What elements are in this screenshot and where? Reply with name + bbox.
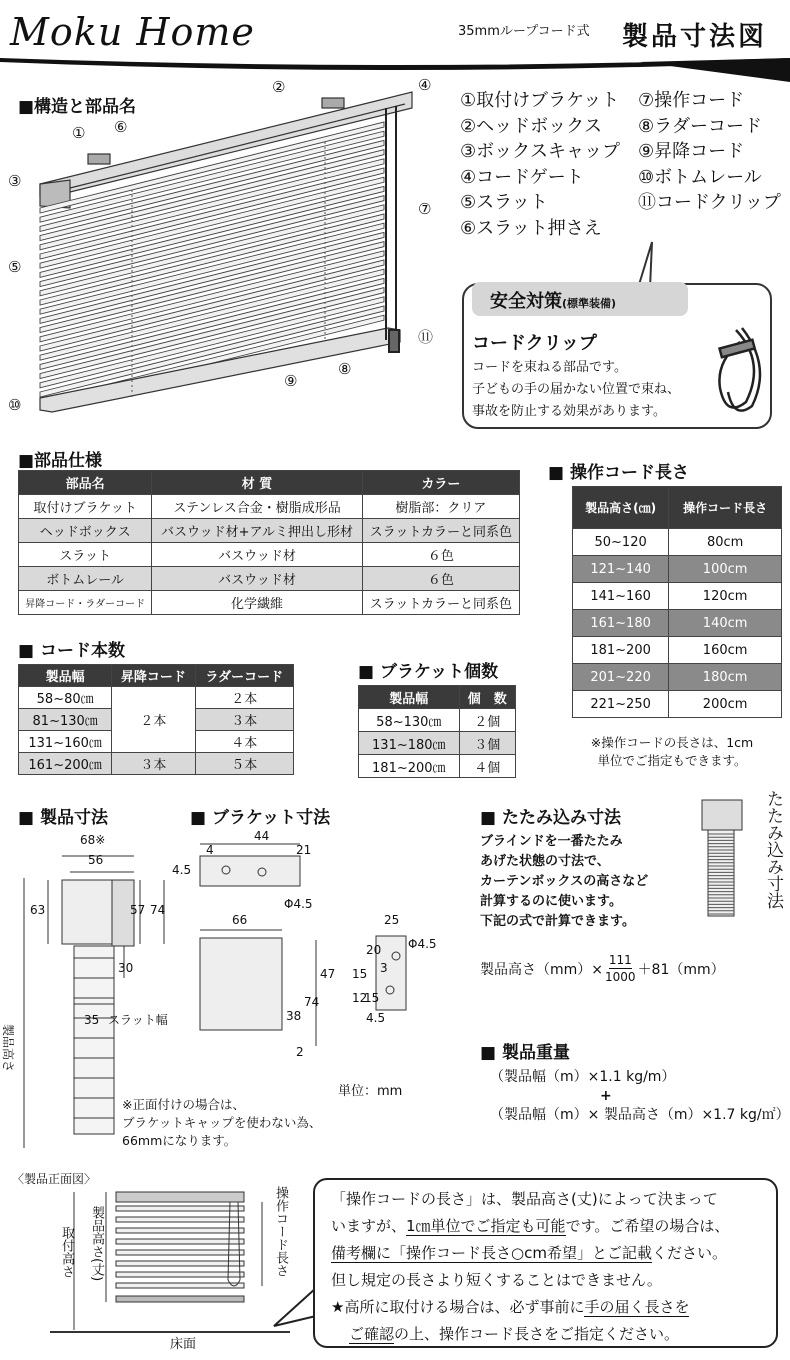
slat [116,1217,244,1222]
table-row: スラット バスウッド材 ６色 [19,543,520,567]
folded-formula: 製品高さ（mm）× $\frac{111}{1000}$ ＋81（mm） [480,953,725,984]
part-item: ⑥スラット押さえ [460,217,602,239]
part-item: ⑪コードクリップ [638,192,781,213]
cord-clip-icon [706,322,776,422]
svg-text:74: 74 [150,903,166,917]
slat [116,1228,244,1233]
svg-text:15: 15 [352,967,368,981]
folded-text: ブラインドを一番たたみ あげた状態の寸法で、 カーテンボックスの高さなど 計算するのに使います。 下記の式で計算できます。 [480,834,649,929]
svg-text:56: 56 [88,853,104,867]
svg-text:44: 44 [254,829,270,843]
svg-text:15: 15 [364,991,380,1005]
part-item: ⑧ラダーコード [638,115,762,137]
part-item: ⑨昇降コード [638,141,745,162]
svg-text:スラット幅: スラット幅 [108,1013,168,1027]
blind-structure-diagram [0,76,440,414]
slat [116,1261,244,1266]
parts-list-left [460,88,620,241]
callout-5: ⑤ [8,258,22,276]
svg-text:74: 74 [304,995,320,1009]
callout-3: ③ [8,172,22,190]
svg-text:製品高さ: 製品高さ [1,1024,15,1073]
svg-text:66: 66 [232,913,248,927]
table-row: ヘッドボックス バスウッド材+アルミ押出し形材 スラットカラーと同系色 [19,519,520,543]
table-row: 取付けブラケット ステンレス合金・樹脂成形品 樹脂部：クリア [19,495,520,519]
table-row: 昇降コード・ラダーコード 化学繊維 スラットカラーと同系色 [19,591,520,615]
callout-8: ⑧ [338,360,352,378]
part-item: ②ヘッドボックス [460,115,602,137]
part-item: ⑤スラット [460,192,548,213]
slat [116,1272,244,1277]
svg-text:30: 30 [118,961,134,975]
callout-1: ① [72,124,86,142]
bracket-count-heading: ■ ブラケット個数 [358,662,499,682]
svg-text:20: 20 [366,943,382,957]
svg-text:Φ4.5: Φ4.5 [284,897,313,911]
product-subtype: 35mmループコード式 [458,24,590,39]
cord-length-notice: 「操作コードの長さ」は、製品高さ(丈)によって決まって いますが、1㎝単位でご指定も可能です。ご希望の場合は、 備考欄に「操作コード長さ○cm希望」とご記載ください。 但し規定の長さより短くすることはできません。 ★高所に取付ける場合は、必ず事前に手の届く長さを ご確認の上、操作コード長さをご指定ください。 [313,1178,778,1348]
part-item: ⑦操作コード [638,90,745,111]
bracket-dims-diagram [170,826,437,1066]
table-row: ボトムレール バスウッド材 ６色 [19,567,520,591]
safety-tag: 安全対策(標準装備) [472,282,688,316]
front-view-heading: 〈製品正面図〉 [12,1172,97,1186]
cord-count-table: 製品幅 昇降コード ラダーコード 58~80㎝ ２本 ２本 81~130㎝ ３本 131~160㎝ ４本 161~200㎝ ３本 ５本 [18,664,294,775]
callout-6: ⑥ [114,118,128,136]
svg-text:4.5: 4.5 [366,1011,386,1025]
svg-text:25: 25 [384,913,400,927]
callout-2: ② [272,78,286,96]
part-item: ①取付けブラケット [460,90,620,111]
structure-heading: ■構造と部品名 [18,97,137,117]
callout-4: ④ [418,76,432,94]
parts-list-right [638,88,781,216]
svg-text:床面: 床面 [170,1337,197,1352]
header-underline [0,0,790,90]
folded-heading: ■ たたみ込み寸法 [480,808,621,828]
svg-text:21: 21 [296,843,312,857]
svg-text:4: 4 [206,843,214,857]
page-title: 製品寸法図 [622,22,768,52]
svg-text:63: 63 [30,903,46,917]
slat [116,1206,244,1211]
cord-count-heading: ■ コード本数 [18,641,125,661]
install-height-label: 取付高さ [59,1226,74,1278]
spec-heading: ■部品仕様 [18,451,103,471]
cord-length-note: ※操作コードの長さは、1cm 単位でご指定もできます。 [590,735,754,768]
cord-length-table: 製品高さ(㎝) 操作コード長さ 50~120 80cm 121~140 100cm 141~160 120cm 161~180 140cm 181~200 160cm 201~220 180cm 221~250 200cm [572,486,782,718]
part-item: ⑩ボトムレール [638,166,762,188]
product-dims-heading: ■ 製品寸法 [18,808,108,828]
slat [116,1250,244,1255]
svg-text:35: 35 [84,1013,100,1027]
svg-text:68※: 68※ [80,833,106,847]
svg-text:47: 47 [320,967,336,981]
safety-title: コードクリップ [472,333,597,354]
part-item: ④コードゲート [460,166,584,188]
callout-7: ⑦ [418,200,432,218]
callout-10: ⑩ [8,396,22,414]
product-height-label: 製品高さ(丈) [89,1206,104,1282]
unit-label: 単位：mm [338,1084,403,1099]
folded-side-label: たたみ込み寸法 [763,790,783,909]
svg-text:57: 57 [130,903,146,917]
spec-table: 部品名 材 質 カラー 取付けブラケット ステンレス合金・樹脂成形品 樹脂部：クリア ヘッドボックス バスウッド材+アルミ押出し形材 スラットカラーと同系色 スラット バスウッド材 ６色 ボトムレール バスウッド材 ６色 昇降コード・ラダーコード 化学繊維 スラットカラーと同系色 [18,470,520,615]
svg-text:4.5: 4.5 [172,863,192,877]
folded-blind-illustration [694,794,754,924]
svg-text:12: 12 [352,991,368,1005]
safety-text: コードを束ねる部品です。 子どもの手の届かない位置で束ね、 事故を防止する効果があります。 [472,360,681,419]
slat [116,1283,244,1288]
brand-logo: Moku Home [10,10,255,54]
svg-text:Φ4.5: Φ4.5 [408,937,437,951]
svg-text:2: 2 [296,1045,304,1059]
callout-11: ⑪ [418,328,434,346]
svg-text:3: 3 [380,961,388,975]
product-dims-note: ※正面付けの場合は、 ブラケットキャップを使わない為、 66mmになります。 [122,1097,322,1148]
cord-length-label: 操作コード長さ [273,1186,288,1277]
bracket-count-table: 製品幅 個 数 58~130㎝ ２個 131~180㎝ ３個 181~200㎝ ４個 [358,685,516,778]
part-item: ③ボックスキャップ [460,141,620,162]
callout-9: ⑨ [284,372,298,390]
weight-heading: ■ 製品重量 [480,1043,570,1063]
weight-formula: （製品幅（m）×1.1 kg/m） + （製品幅（m）× 製品高さ（m）×1.7 kg/㎡） [490,1069,790,1123]
cord-length-heading: ■ 操作コード長さ [548,463,689,483]
bracket-dims-heading: ■ ブラケット寸法 [190,808,331,828]
slat [116,1239,244,1244]
svg-text:38: 38 [286,1009,302,1023]
